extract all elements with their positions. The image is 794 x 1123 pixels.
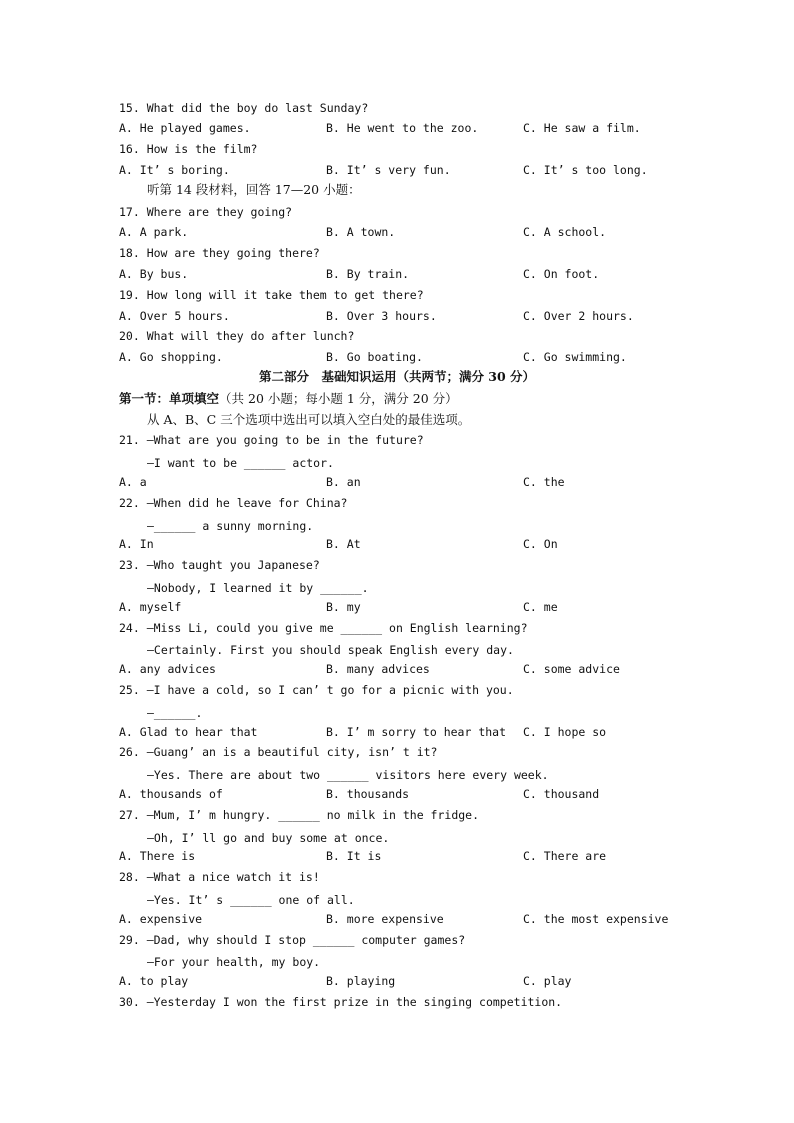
- q23-reply: —Nobody, I learned it by ______.: [147, 581, 369, 595]
- q19-option-a: A. Over 5 hours.: [119, 309, 230, 323]
- q27-option-b: B. It is: [326, 849, 382, 863]
- section1-info: （共 20 小题；每小题 1 分，满分 20 分）: [219, 391, 458, 406]
- q15-stem: 15. What did the boy do last Sunday?: [119, 101, 369, 115]
- q30-stem: 30. —Yesterday I won the first prize in the singing competition.: [119, 995, 563, 1009]
- q15-option-a: A. He played games.: [119, 121, 251, 135]
- q28-stem: 28. —What a nice watch it is!: [119, 870, 320, 884]
- q26-stem: 26. —Guang’ an is a beautiful city, isn’ t it?: [119, 745, 438, 759]
- q21-option-b: B. an: [326, 475, 361, 489]
- q16-option-a: A. It’ s boring.: [119, 163, 230, 177]
- q29-option-c: C. play: [523, 974, 572, 988]
- q28-option-c: C. the most expensive: [523, 912, 669, 926]
- q24-option-c: C. some advice: [523, 662, 620, 676]
- q29-reply: —For your health, my boy.: [147, 955, 321, 969]
- q20-option-a: A. Go shopping.: [119, 350, 223, 364]
- q19-stem: 19. How long will it take them to get there?: [119, 288, 424, 302]
- q17-option-c: C. A school.: [523, 225, 607, 239]
- q21-option-a: A. a: [119, 475, 147, 489]
- q24-stem: 24. —Miss Li, could you give me ______ on English learning?: [119, 621, 528, 635]
- q18-option-b: B. By train.: [326, 267, 410, 281]
- q15-option-b: B. He went to the zoo.: [326, 121, 479, 135]
- q17-stem: 17. Where are they going?: [119, 205, 293, 219]
- q29-option-a: A. to play: [119, 974, 189, 988]
- q25-option-c: C. I hope so: [523, 725, 607, 739]
- q19-option-c: C. Over 2 hours.: [523, 309, 634, 323]
- q16-stem: 16. How is the film?: [119, 142, 258, 156]
- q20-stem: 20. What will they do after lunch?: [119, 329, 355, 343]
- q28-option-b: B. more expensive: [326, 912, 444, 926]
- q28-reply: —Yes. It’ s ______ one of all.: [147, 893, 355, 907]
- q20-option-c: C. Go swimming.: [523, 350, 627, 364]
- q27-reply: —Oh, I’ ll go and buy some at once.: [147, 831, 390, 845]
- q21-stem: 21. —What are you going to be in the future?: [119, 433, 424, 447]
- q16-option-b: B. It’ s very fun.: [326, 163, 451, 177]
- q26-option-a: A. thousands of: [119, 787, 223, 801]
- q27-option-c: C. There are: [523, 849, 607, 863]
- q25-option-a: A. Glad to hear that: [119, 725, 258, 739]
- q29-stem: 29. —Dad, why should I stop ______ computer games?: [119, 933, 466, 947]
- q25-option-b: B. I’ m sorry to hear that: [326, 725, 507, 739]
- q19-option-b: B. Over 3 hours.: [326, 309, 437, 323]
- q27-option-a: A. There is: [119, 849, 196, 863]
- q27-stem: 27. —Mum, I’ m hungry. ______ no milk in the fridge.: [119, 808, 480, 822]
- q22-reply: —______ a sunny morning.: [147, 519, 314, 533]
- q18-option-c: C. On foot.: [523, 267, 600, 281]
- q22-option-c: C. On: [523, 537, 558, 551]
- q21-reply: —I want to be ______ actor.: [147, 456, 334, 470]
- q21-option-c: C. the: [523, 475, 565, 489]
- q20-option-b: B. Go boating.: [326, 350, 423, 364]
- q24-reply: —Certainly. First you should speak English every day.: [147, 643, 514, 657]
- q17-option-b: B. A town.: [326, 225, 396, 239]
- q18-stem: 18. How are they going there?: [119, 246, 320, 260]
- q17-option-a: A. A park.: [119, 225, 189, 239]
- q26-reply: —Yes. There are about two ______ visitors here every week.: [147, 768, 549, 782]
- q24-option-a: A. any advices: [119, 662, 216, 676]
- q23-stem: 23. —Who taught you Japanese?: [119, 558, 320, 572]
- q16-option-c: C. It’ s too long.: [523, 163, 648, 177]
- q23-option-c: C. me: [523, 600, 558, 614]
- q15-option-c: C. He saw a film.: [523, 121, 641, 135]
- q23-option-a: A. myself: [119, 600, 182, 614]
- q28-option-a: A. expensive: [119, 912, 203, 926]
- q22-option-b: B. At: [326, 537, 361, 551]
- q22-option-a: A. In: [119, 537, 154, 551]
- section1-instruction: 从 A、B、C 三个选项中选出可以填入空白处的最佳选项。: [147, 412, 471, 427]
- part2-title: 第二部分 基础知识运用（共两节；满分 30 分）: [258, 369, 536, 384]
- section1-label: 第一节：单项填空: [119, 391, 220, 406]
- q26-option-c: C. thousand: [523, 787, 600, 801]
- q29-option-b: B. playing: [326, 974, 396, 988]
- q25-reply: —______.: [147, 706, 203, 720]
- q25-stem: 25. —I have a cold, so I can’ t go for a picnic with you.: [119, 683, 514, 697]
- q26-option-b: B. thousands: [326, 787, 410, 801]
- q24-option-b: B. many advices: [326, 662, 430, 676]
- listening-instruction: 听第 14 段材料，回答 17—20 小题：: [147, 182, 361, 197]
- q22-stem: 22. —When did he leave for China?: [119, 496, 348, 510]
- q23-option-b: B. my: [326, 600, 361, 614]
- q18-option-a: A. By bus.: [119, 267, 189, 281]
- section1-heading: [119, 391, 458, 407]
